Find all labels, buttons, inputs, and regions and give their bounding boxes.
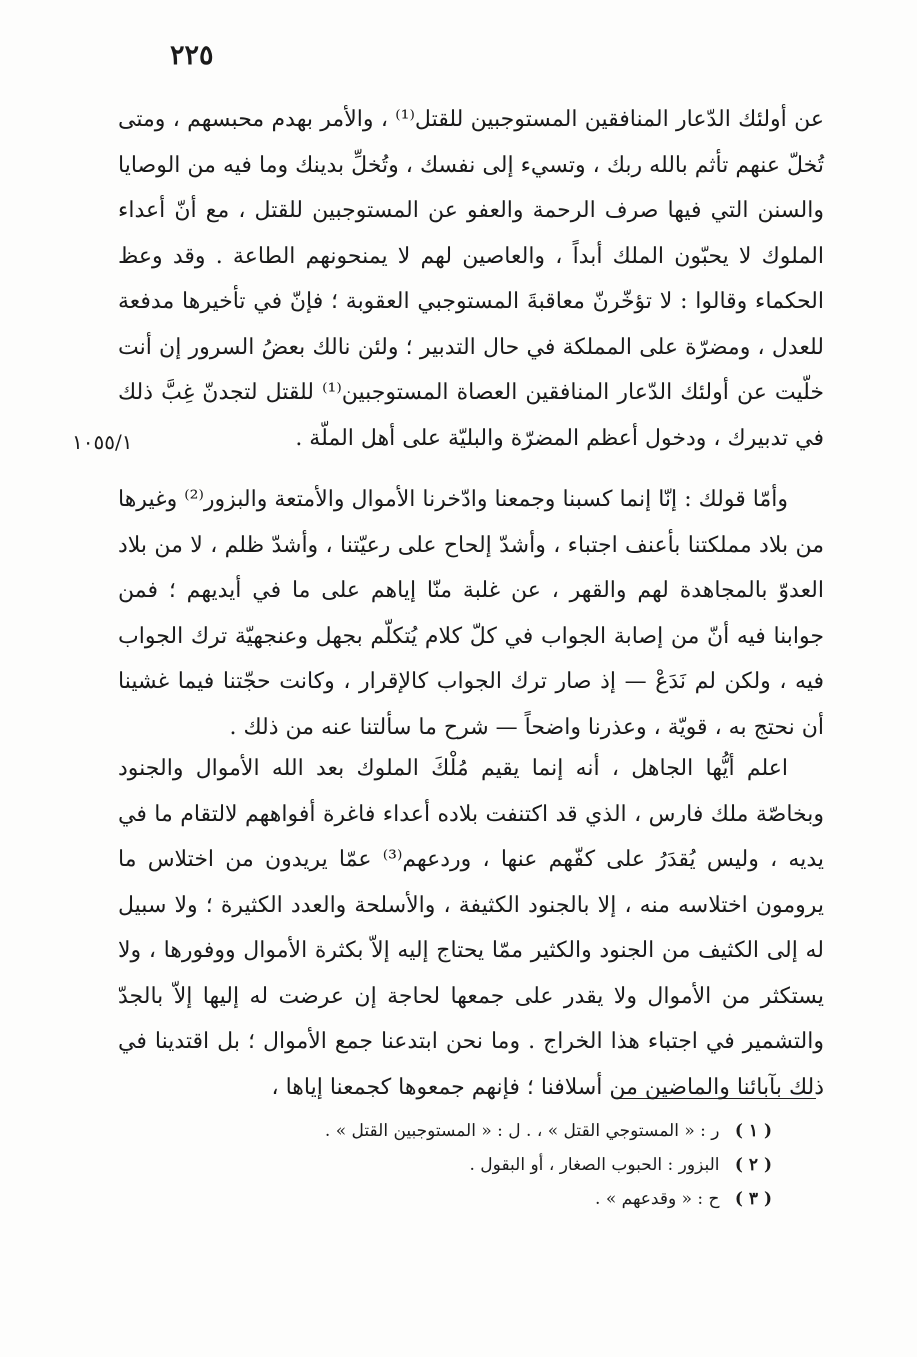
paragraph-text: وأمّا قولك : إنّا إنما كسبنا وجمعنا وادّخرنا الأموال والأمتعة والبزور⁽²⁾ وغيرها من بلاد مملكتنا بأعنف اجتباء ، وأشدّ إلحاح على رعيّتنا ، وأشدّ ظلم ، لا من بلاد العدوّ بالمجاهدة لهم والقهر ، عن غلبة منّا إياهم على ما في أيديهم ؛ فمن جوابنا فيه أنّ من إصابة الجواب في كلّ كلام يُتكلّم بجهل وعنجهيّة ترك الجواب فيه ، ولكن لم نَدَعْ — إذ صار ترك الجواب كالإقرار ، وكانت حجّتنا فيما غشينا أن نحتج به ، قويّة ، وعذرنا واضحاً — شرح ما سألتنا عنه من ذلك . xyxy=(118,487,825,740)
margin-reference: ١٠٥٥/١ xyxy=(72,430,133,454)
footnote-text: ر : « المستوجي القتل » ، . ل : « المستوجبين القتل » . xyxy=(324,1121,720,1141)
page-number: ٢٢٥ xyxy=(170,40,214,71)
paragraph-text: اعلم أيُّها الجاهل ، أنه إنما يقيم مُلْكَ الملوك بعد الله الأموال والجنود وبخاصّة ملك فارس ، الذي قد اكتنفت بلاده أعداء فاغرة أفواههم لالتقام ما في يديه ، وليس يُقدَرُ على كفّهم عنها ، وردعهم⁽³⁾ عمّا يريدون من اختلاس ما يرومون اختلاسه منه ، إلا بالجنود الكثيفة ، والأسلحة والعدد الكثيرة ؛ ولا سبيل له إلى الكثيف من الجنود والكثير ممّا يحتاج إليه إلاّ بكثرة الأموال ووفورها ، ولا يستكثر من الأموال ولا يقدر على جمعها لحاجة إن عرضت له إليها إلاّ بالجدّ والتشمير في اجتباء هذا الخراج . وما نحن ابتدعنا جمع الأموال ؛ بل اقتدينا في ذلك بآبائنا والماضين من أسلافنا ؛ فإنهم جمعوها كجمعنا إياها ، xyxy=(118,756,824,1100)
footnote-3 xyxy=(300,1182,772,1216)
footnote-1 xyxy=(300,1114,772,1148)
paragraph-2 xyxy=(118,477,824,750)
paragraph-3 xyxy=(118,746,824,1110)
footnote-number: ( ٣ ) xyxy=(734,1189,772,1209)
footnote-text: البزور : الحبوب الصغار ، أو البقول . xyxy=(469,1155,720,1175)
paragraph-1 xyxy=(118,97,824,461)
footnote-text: ح : « وقدعهم » . xyxy=(595,1189,720,1209)
footnotes xyxy=(300,1114,772,1216)
footnote-2 xyxy=(300,1148,772,1182)
footnote-number: ( ٢ ) xyxy=(734,1155,772,1175)
footnote-separator xyxy=(618,1098,816,1099)
footnote-number: ( ١ ) xyxy=(734,1121,772,1141)
paragraph-text: عن أولئك الدّعار المنافقين المستوجبين للقتل⁽¹⁾ ، والأمر بهدم محبسهم ، ومتى تُخلّ عنهم تأثم بالله ربك ، وتسيء إلى نفسك ، وتُخلِّ بدينك وما فيه من الوصايا والسنن التي فيها صرف الرحمة والعفو عن المستوجبين للقتل ، مع أنّ أعداء الملوك لا يحبّون الملك أبداً ، والعاصين لهم لا يمنحونهم الطاعة . وقد وعظ الحكماء وقالوا : لا تؤخّرنّ معاقبةَ المستوجبي العقوبة ؛ فإنّ في تأخيرها مدفعة للعدل ، ومضرّة على المملكة في حال التدبير ؛ ولئن نالك بعضُ السرور إن أنت خلّيت عن أولئك الدّعار المنافقين العصاة المستوجبين⁽¹⁾ للقتل لتجدنّ غِبَّ ذلك في تدبيرك ، ودخول أعظم المضرّة والبليّة على أهل الملّة . xyxy=(118,107,825,451)
